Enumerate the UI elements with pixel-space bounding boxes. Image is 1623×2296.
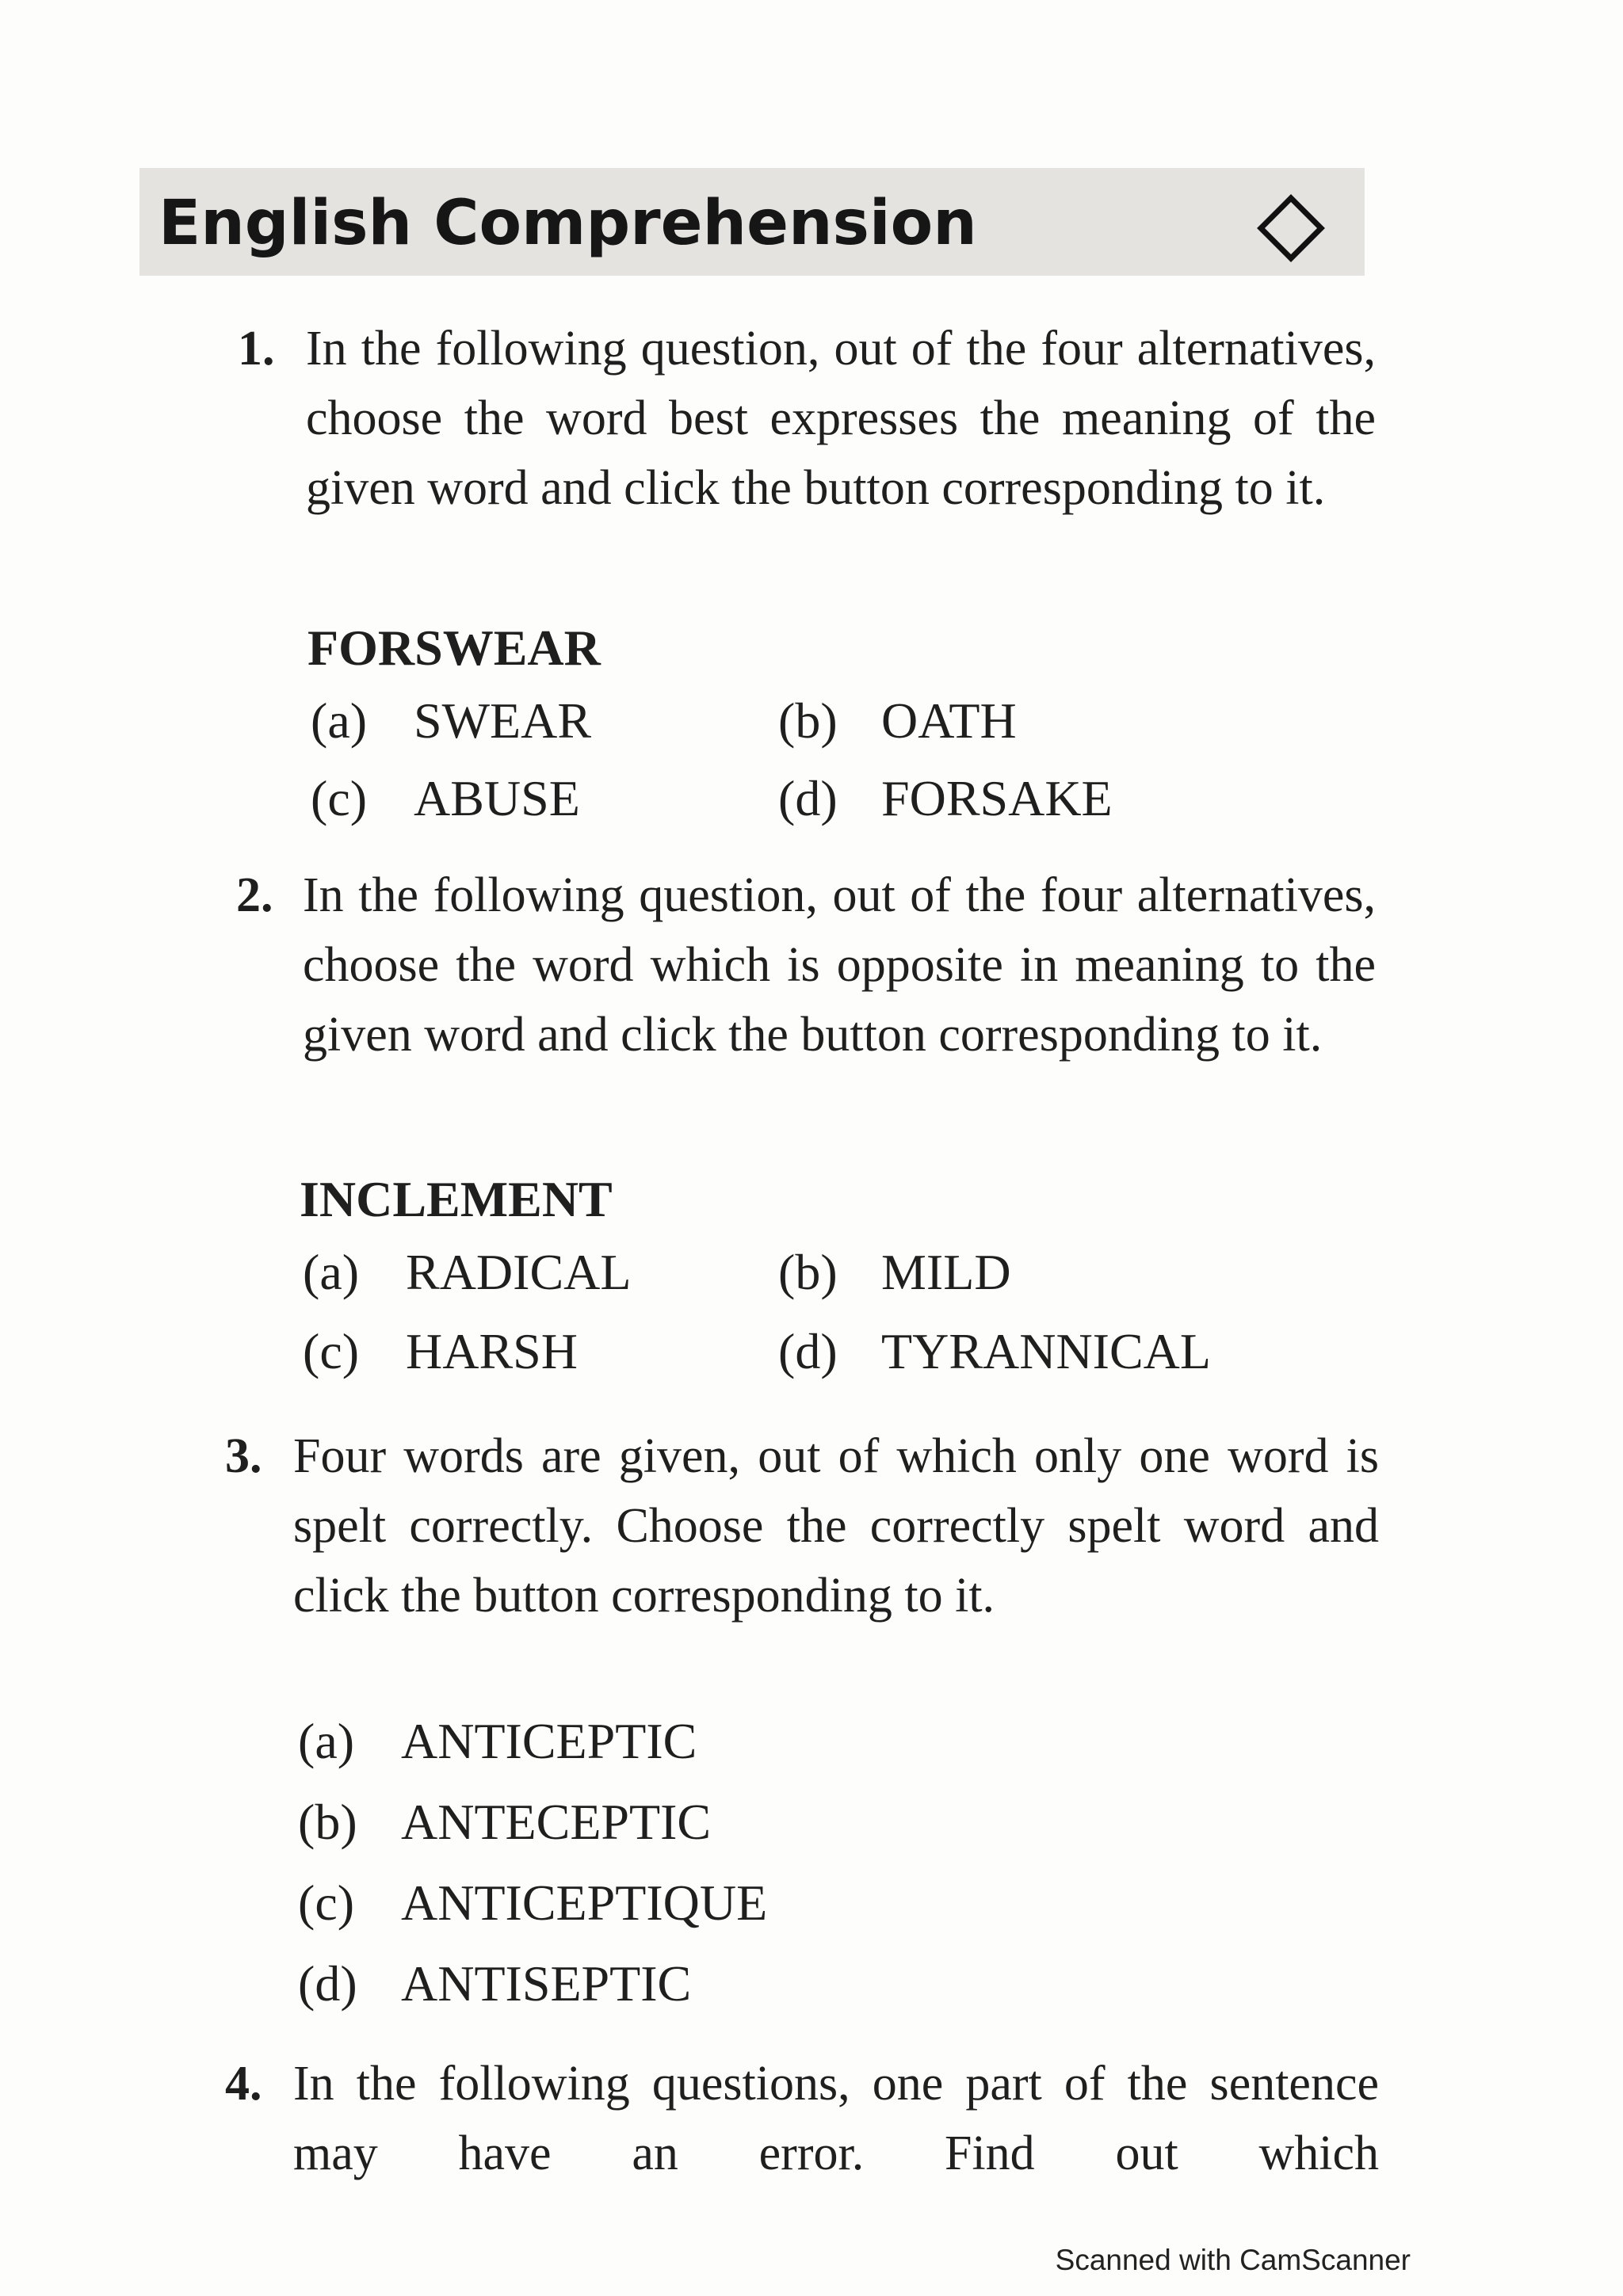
- option-text: RADICAL: [406, 1244, 632, 1300]
- option-c[interactable]: [311, 761, 580, 837]
- question-word: FORSWEAR: [307, 620, 601, 676]
- option-text: TYRANNICAL: [881, 1323, 1211, 1379]
- option-c[interactable]: [303, 1314, 578, 1390]
- diamond-icon: [1257, 194, 1325, 262]
- option-label: (d): [778, 770, 838, 826]
- option-a[interactable]: [303, 1234, 631, 1310]
- question-text: In the following question, out of the four alternatives, choose the word which is opposite in meaning to the given word and click the button corresponding to it.: [303, 868, 1376, 1062]
- option-label: (a): [298, 1713, 355, 1769]
- option-text: ANTICEPTIQUE: [401, 1875, 768, 1931]
- option-text: HARSH: [406, 1323, 578, 1379]
- option-b[interactable]: [778, 1234, 1011, 1310]
- option-d[interactable]: [778, 761, 1113, 837]
- option-text: ANTISEPTIC: [401, 1955, 692, 2012]
- question-text: Four words are given, out of which only one word is spelt correctly. Choose the correctly spelt word and click the button corresponding to it.: [293, 1429, 1379, 1623]
- option-label: (b): [778, 1244, 838, 1300]
- question-text: In the following questions, one part of the sentence may have an error. Find out which: [293, 2057, 1379, 2180]
- option-label: (c): [298, 1875, 355, 1931]
- option-c[interactable]: [298, 1865, 767, 1941]
- option-label: (c): [303, 1323, 360, 1379]
- option-b[interactable]: [778, 683, 1017, 759]
- option-text: OATH: [881, 692, 1017, 749]
- option-text: SWEAR: [414, 692, 591, 749]
- option-label: (c): [311, 770, 368, 826]
- option-label: (b): [298, 1794, 357, 1850]
- option-a[interactable]: [298, 1703, 697, 1779]
- option-d[interactable]: [298, 1946, 691, 2022]
- option-a[interactable]: [311, 683, 591, 759]
- option-d[interactable]: [778, 1314, 1211, 1390]
- option-text: MILD: [881, 1244, 1011, 1300]
- question-number: 1.: [238, 322, 275, 376]
- option-text: ANTECEPTIC: [401, 1794, 712, 1850]
- question-number: 4.: [225, 2057, 262, 2111]
- option-text: ABUSE: [414, 770, 580, 826]
- option-label: (d): [778, 1323, 838, 1379]
- option-label: (b): [778, 692, 838, 749]
- question-number: 3.: [225, 1429, 262, 1483]
- question-word: INCLEMENT: [300, 1171, 613, 1227]
- option-b[interactable]: [298, 1784, 711, 1860]
- question-text: In the following question, out of the four alternatives, choose the word best expresses the meaning of the given word and click the button corresponding to it.: [306, 322, 1376, 515]
- option-label: (d): [298, 1955, 357, 2012]
- option-label: (a): [303, 1244, 360, 1300]
- section-title: English Comprehension: [158, 188, 977, 259]
- option-text: ANTICEPTIC: [401, 1713, 697, 1769]
- option-text: FORSAKE: [881, 770, 1113, 826]
- scanner-watermark: Scanned with CamScanner: [1055, 2244, 1411, 2276]
- question-number: 2.: [236, 868, 273, 922]
- option-label: (a): [311, 692, 368, 749]
